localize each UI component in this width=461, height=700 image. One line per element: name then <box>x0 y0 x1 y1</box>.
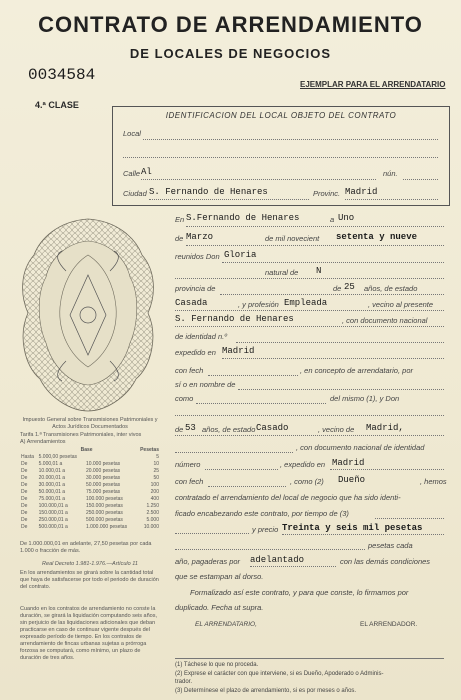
tarifa-cell: 400 <box>150 496 159 502</box>
vecino2-value: Madrid, <box>366 423 404 433</box>
ciudad-value: S. Fernando de Henares <box>149 187 268 197</box>
num-label: nún. <box>383 169 398 178</box>
tarifa-cell: 30.000 pesetas <box>85 475 121 481</box>
tarifa-cell: Hasta <box>21 454 35 460</box>
tarifa-cell: De <box>21 461 28 467</box>
contract-line-b: ficado encabezando este contrato, por tiempo de (3) <box>175 509 349 518</box>
day-value: Uno <box>338 213 355 223</box>
tarifa-cell: De <box>21 503 28 509</box>
natural-label: natural de <box>265 268 299 277</box>
decreto-note: Real Decreto 1.981-1.976.—Artículo 11 <box>42 561 138 567</box>
tarifa-cell: De <box>21 517 28 523</box>
contract-line-d: Formalizado así este contrato, y para que conste, lo firmamos por <box>190 588 409 597</box>
tarifa-cell: 5 <box>156 454 159 460</box>
tarifa-row <box>20 517 160 524</box>
vecino-value: S. Fernando de Henares <box>175 314 294 324</box>
expedido2-value: Madrid <box>332 458 365 468</box>
tarifa-cell: 20.000,01 a <box>38 475 66 481</box>
tarifa-cell: 2.500 <box>146 510 159 516</box>
tarifa-cell: De <box>21 468 28 474</box>
identidad-label: de identidad n.º <box>175 332 227 341</box>
tarifa-note: Tarifa 1.ª Transmisiones Patrimoniales, inter vivos <box>20 432 142 438</box>
provincia-label: Provinc. <box>313 189 341 198</box>
line-pesetas <box>175 549 365 550</box>
line-reunidos <box>222 262 444 263</box>
precio-value: Treinta y seis mil pesetas <box>282 523 423 533</box>
tarifa-cell: 150.000 pesetas <box>85 503 123 509</box>
tarifa-cell: De <box>21 524 28 530</box>
tarifa-row <box>20 475 160 482</box>
local-line <box>143 139 438 140</box>
si-label: sí o en nombre de <box>175 380 236 389</box>
tarifa-cell: De <box>21 510 28 516</box>
tarifa-cell: De <box>21 496 28 502</box>
condiciones-label: con las demás condiciones <box>340 557 431 566</box>
impuesto-note: Impuesto General sobre Transmisiones Patrimoniales y Actos Jurídicos Documentados <box>22 417 158 430</box>
note-1: En los arrendamientos se girará sobre la cantidad total que haya de satisfacerse por todo el periodo de duración del contrato. <box>20 570 159 590</box>
line-numero <box>205 469 278 470</box>
reunidos-label: reunidos Don <box>175 252 220 261</box>
tarifa-row <box>20 510 160 517</box>
mismo-label: del mismo (1), y Don <box>330 394 400 403</box>
contract-line-c: que se estampan al dorso. <box>175 572 264 581</box>
tarifa-row <box>20 461 160 468</box>
tarifa-cell: 5.000,01 a <box>38 461 63 467</box>
line-age2 <box>175 435 444 436</box>
tarifa-cell: 10.000 pesetas <box>85 461 121 467</box>
reunidos-value: Gloria <box>224 250 257 260</box>
contract-line-a: contratado el arrendamiento del local de negocio que ha sido identi- <box>175 493 401 502</box>
tarifa-cell: 50 <box>153 475 159 481</box>
identification-title: IDENTIFICACION DEL LOCAL OBJETO DEL CONTRATO <box>165 111 397 120</box>
age-label: de <box>333 284 342 293</box>
vecino2-label: , vecino de <box>318 425 355 434</box>
tarifa-cell: 20.000 pesetas <box>85 468 121 474</box>
calle-line <box>141 179 376 180</box>
tarifa-base-header: Base <box>80 447 93 453</box>
expedido-value: Madrid <box>222 346 255 356</box>
provincia-label-2: provincia de <box>175 284 216 293</box>
tarifa-cell: 100.000,01 a <box>38 503 68 509</box>
line-natural <box>175 278 444 279</box>
line-en <box>186 226 444 227</box>
copy-label: EJEMPLAR PARA EL ARRENDATARIO <box>300 80 446 89</box>
line-provincia <box>220 294 444 295</box>
pesetas-label: pesetas cada <box>368 541 413 550</box>
pagaderas-value: adelantado <box>250 555 305 565</box>
estado2-label: años, de estado <box>202 425 256 434</box>
vecino-label: , vecino al presente <box>368 300 434 309</box>
document-title: CONTRATO DE ARRENDAMIENTO <box>38 12 423 37</box>
profesion-value: Empleada <box>284 298 328 308</box>
en-value: S.Fernando de Henares <box>186 213 300 223</box>
como2-value: Dueño <box>338 475 366 485</box>
tarifa-cell: 5.000,00 pesetas <box>38 454 78 460</box>
age-value: 25 <box>344 282 355 292</box>
line-year <box>186 245 444 246</box>
line-estado <box>175 310 444 311</box>
tarifa-cell: 1.000.000 pesetas <box>85 524 128 530</box>
local-label: Local <box>123 129 141 138</box>
exceso-note: De 1.000.000,01 en adelante, 27,50 pesetas por cada 1.000 o fracción de más. <box>20 541 152 554</box>
tarifa-cell: 250.000,01 a <box>38 517 68 523</box>
calle-label: Calle <box>123 169 141 178</box>
estado2-value: Casado <box>256 423 289 433</box>
doc-label: , con documento nacional <box>342 316 428 325</box>
footnote-3: trador. <box>175 679 193 685</box>
line-tiempo-2 <box>175 533 249 534</box>
pagaderas-label: año, pagaderas por <box>175 557 241 566</box>
tarifa-cell: 10.000 <box>143 524 159 530</box>
year-value: setenta y nueve <box>336 232 418 242</box>
tarifa-cell: 10.000,01 a <box>38 468 66 474</box>
fecha-label: con fech <box>175 366 204 375</box>
estado-label: años, de estado <box>364 284 418 293</box>
footnote-2: (2) Exprese el carácter con que interviene, si es Dueño, Apoderado o Adminis- <box>175 671 384 677</box>
tarifa-cell: De <box>21 482 28 488</box>
ciudad-label: Ciudad <box>123 189 147 198</box>
tarifa-cell: 250.000 pesetas <box>85 510 123 516</box>
local-line-2 <box>123 157 438 158</box>
line-tiempo <box>375 518 444 519</box>
tarifa-cell: 50.000,01 a <box>38 489 66 495</box>
tarifa-row <box>20 454 160 461</box>
serial-number: 0034584 <box>28 66 96 84</box>
tarifa-cell: De <box>21 475 28 481</box>
tarifa-cell: 1.250 <box>146 503 159 509</box>
ciudad-line <box>149 199 309 200</box>
tarifa-row <box>20 489 160 496</box>
numero-label: número <box>175 460 201 469</box>
provincia-value: Madrid <box>345 187 378 197</box>
line-expedido <box>222 358 444 359</box>
line-fecha2 <box>208 486 286 487</box>
tarifa-cell: 75.000 pesetas <box>85 489 121 495</box>
tarifa-row <box>20 524 160 531</box>
en-label: En <box>175 215 185 224</box>
tarifa-cell: 25 <box>153 468 159 474</box>
stamp-engraving <box>18 215 158 415</box>
arrendamientos-note: A) Arrendamientos <box>20 439 66 445</box>
expedido-label: expedido en <box>175 348 216 357</box>
line-fecha <box>208 375 298 376</box>
arrendatario-signature: EL ARRENDATARIO, <box>195 621 257 628</box>
tarifa-cell: 100 <box>150 482 159 488</box>
expedido2-label: , expedido en <box>280 460 326 469</box>
a-label: a <box>330 215 335 224</box>
tarifa-pesetas-header: Pesetas <box>140 447 159 453</box>
tarifa-cell: 500.000,01 a <box>38 524 68 530</box>
tarifa-cell: 100.000 pesetas <box>85 496 123 502</box>
num-line <box>403 179 438 180</box>
provincia-line <box>345 199 438 200</box>
tarifa-row <box>20 496 160 503</box>
footnote-1: (1) Táchese lo que no proceda. <box>175 662 259 668</box>
tarifa-cell: 150.000,01 a <box>38 510 68 516</box>
tarifa-cell: 30.000,01 a <box>38 482 66 488</box>
month-value: Marzo <box>186 232 214 242</box>
document-subtitle: DE LOCALES DE NEGOCIOS <box>129 46 332 61</box>
footnote-4: (3) Determínese el plazo de arrendamiento, si es por meses o años. <box>175 688 357 694</box>
como2-label: , como (2) <box>290 477 324 486</box>
tarifa-row <box>20 468 160 475</box>
line-pagaderas <box>250 566 336 567</box>
line-como <box>196 403 326 404</box>
concepto-label: , en concepto de arrendatario, por <box>300 366 413 375</box>
line-vecino <box>175 326 444 327</box>
tarifa-cell: 5.000 <box>146 517 159 523</box>
estado-value: Casada <box>175 298 208 308</box>
tarifa-cell: 10 <box>153 461 159 467</box>
line-identidad <box>236 342 444 343</box>
calle-value: Al <box>141 167 152 177</box>
identification-box <box>112 106 450 206</box>
de-label: de <box>175 234 184 243</box>
tarifa-cell: 200 <box>150 489 159 495</box>
line-si <box>238 389 444 390</box>
line-como-2 <box>175 415 444 416</box>
age2-label: de <box>175 425 184 434</box>
tarifa-cell: 50.000 pesetas <box>85 482 121 488</box>
tarifa-cell: De <box>21 489 28 495</box>
tarifa-row <box>20 503 160 510</box>
tarifa-cell: 75.000,01 a <box>38 496 66 502</box>
arrendador-signature: EL ARRENDADOR. <box>360 621 418 628</box>
fecha2-label: con fech <box>175 477 204 486</box>
footnotes-rule <box>175 658 444 659</box>
age2-value: 53 <box>185 423 196 433</box>
como-label: como <box>175 394 194 403</box>
line-doc2 <box>175 452 293 453</box>
year-label: de mil novecient <box>265 234 320 243</box>
precio-label: y precio <box>252 525 279 534</box>
line-expedido2 <box>330 469 444 470</box>
tarifa-cell <box>85 454 136 461</box>
line-precio <box>282 534 444 535</box>
tarifa-cell: 500.000 pesetas <box>85 517 123 523</box>
contract-line-e: duplicado. Fecha ut supra. <box>175 603 264 612</box>
profesion-label: , y profesión <box>238 300 279 309</box>
tarifa-header-row <box>20 447 160 454</box>
natural-value: N <box>316 266 322 276</box>
doc2-label: , con documento nacional de identidad <box>296 443 425 452</box>
class-label: 4.ª CLASE <box>35 100 79 110</box>
tarifa-table <box>20 447 160 531</box>
note-2: Cuando en los contratos de arrendamiento no conste la duración, se girará la liquidación computando seis años, sin perjuicio de las liquidaciones adicionales que deban practicarse en caso de continuar vigente después del expresado período de tiempo. En los contratos de arrendamiento de fincas urbanas sujetas a prórroga forzosa se computará, como mínimo, un plazo de duración de tres años. <box>20 606 157 661</box>
tarifa-row <box>20 482 160 489</box>
hemos-label: , hemos <box>420 477 447 486</box>
